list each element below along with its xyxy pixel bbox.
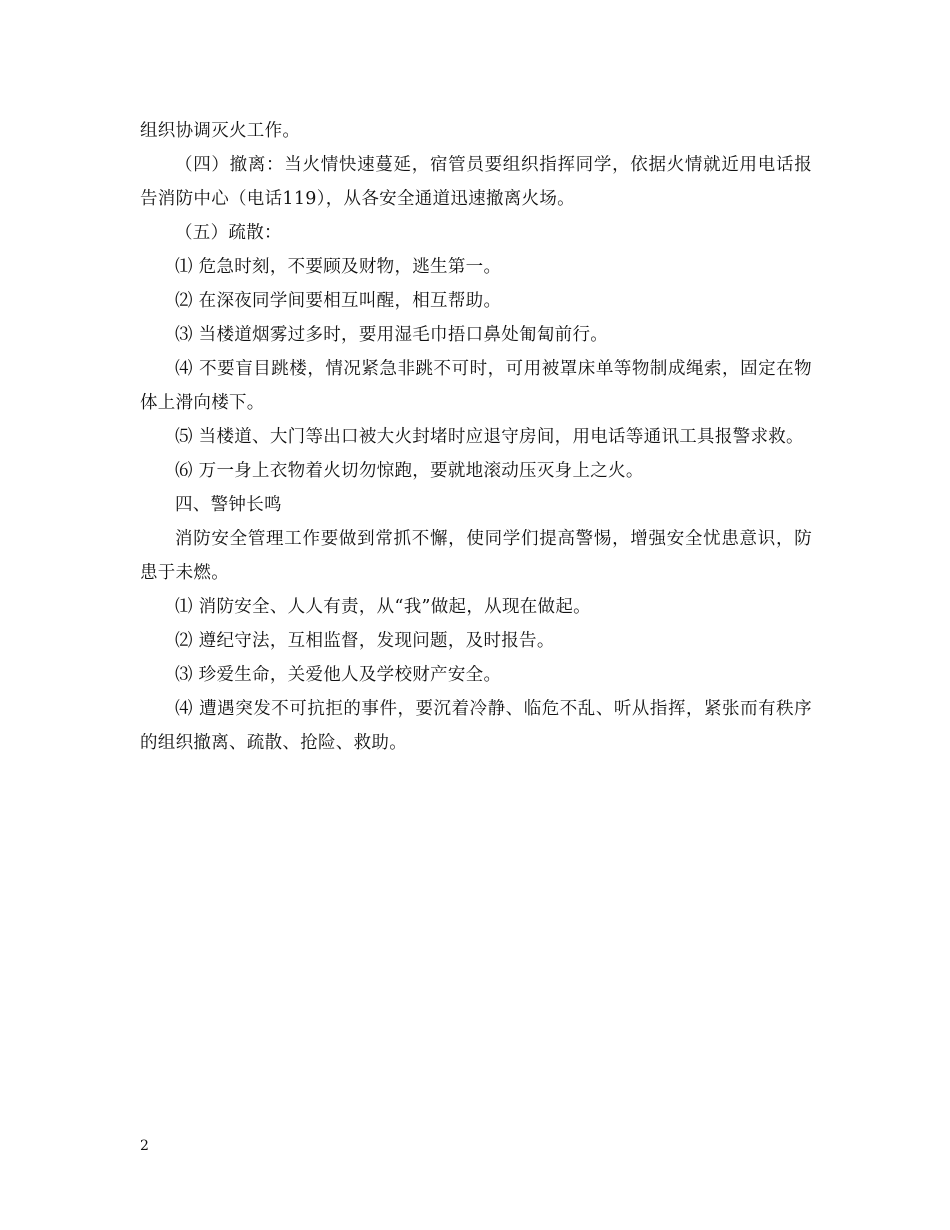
list-item-alarm-4: ⑷ 遭遇突发不可抗拒的事件，要沉着冷静、临危不乱、听从指挥，紧张而有秩序的组织撤离、疏散、抢险、救助。 — [140, 699, 812, 753]
list-item-alarm-2: ⑵ 遵纪守法，互相监督，发现问题，及时报告。 — [175, 631, 555, 651]
list-item-dispersal-1: ⑴ 危急时刻，不要顾及财物，逃生第一。 — [175, 257, 502, 277]
paragraph-dispersal-heading: （五）疏散： — [175, 223, 282, 243]
paragraph-evacuation: （四）撤离：当火情快速蔓延，宿管员要组织指挥同学，依据火情就近用电话报告消防中心（电话119），从各安全通道迅速撤离火场。 — [140, 155, 812, 209]
list-item-dispersal-5: ⑸ 当楼道、大门等出口被大火封堵时应退守房间，用电话等通讯工具报警求救。 — [175, 427, 804, 447]
list-item-alarm-3: ⑶ 珍爱生命，关爱他人及学校财产安全。 — [175, 665, 502, 685]
paragraph-alarm-intro: 消防安全管理工作要做到常抓不懈，使同学们提高警惕，增强安全忧患意识，防患于未燃。 — [140, 529, 812, 583]
list-item-dispersal-4: ⑷ 不要盲目跳楼，情况紧急非跳不可时，可用被罩床单等物制成绳索，固定在物体上滑向楼下。 — [140, 359, 812, 413]
list-item-dispersal-3: ⑶ 当楼道烟雾过多时，要用湿毛巾捂口鼻处匍匐前行。 — [175, 325, 609, 345]
paragraph-continuation: 组织协调灭火工作。 — [140, 121, 301, 141]
list-item-alarm-1: ⑴ 消防安全、人人有责，从“我”做起，从现在做起。 — [175, 597, 591, 617]
list-item-dispersal-6: ⑹ 万一身上衣物着火切勿惊跑，要就地滚动压灭身上之火。 — [175, 461, 644, 481]
section-heading-alarm: 四、警钟长鸣 — [175, 495, 282, 515]
list-item-dispersal-2: ⑵ 在深夜同学间要相互叫醒，相互帮助。 — [175, 291, 502, 311]
page-number: 2 — [140, 1138, 149, 1154]
document-body — [140, 114, 812, 760]
